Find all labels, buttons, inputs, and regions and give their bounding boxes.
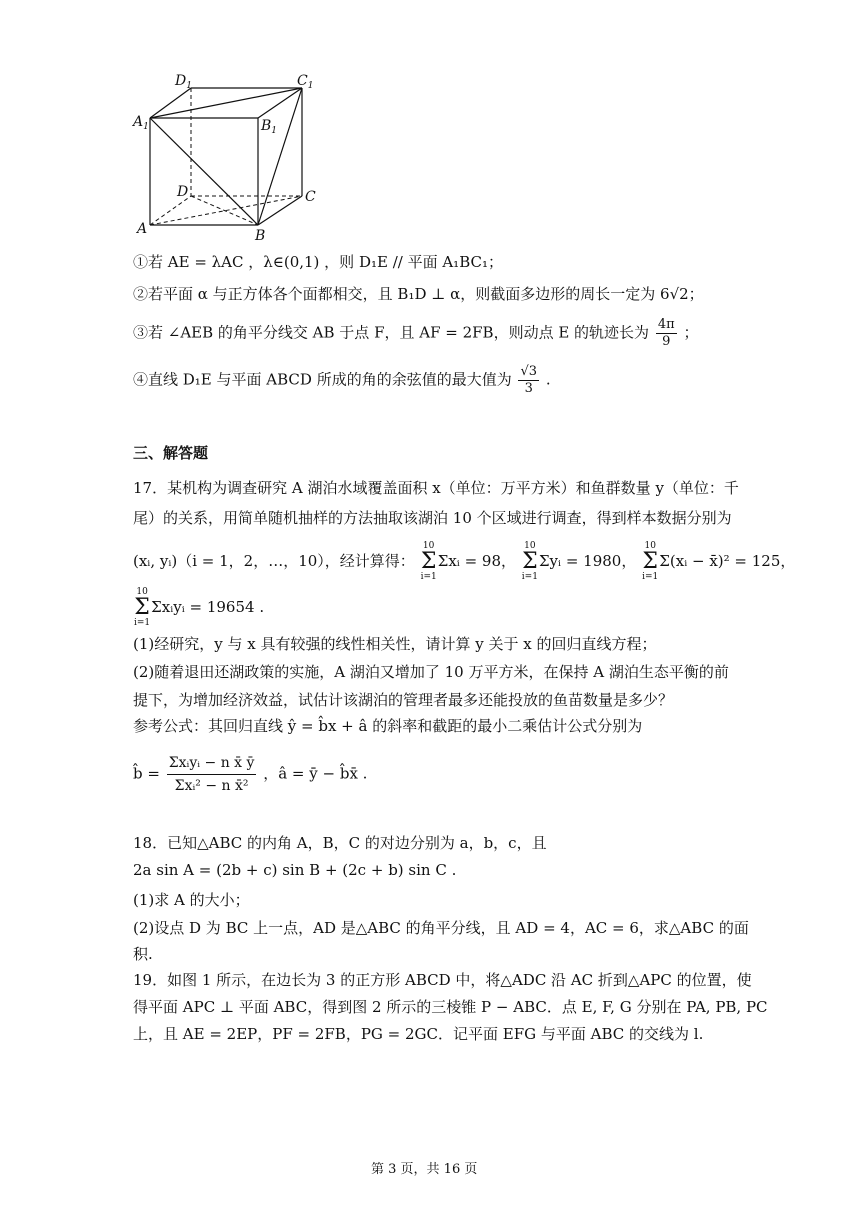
option-4: ④直线 D₁E 与平面 ABCD 所成的角的余弦值的最大值为 $\frac{√3}{3}$ . [133,364,551,396]
q17-formula: b̂ = $\frac{\text{Σxᵢyᵢ − n x̄ ȳ}}{\text{Σxᵢ² − n x̄²}}$ ，â = ȳ − b̂x̄ . [133,752,367,797]
q18-line-2: 2a sin A = (2b + c) sin B + (2c + b) sin C . [133,861,457,879]
option-2: ②若平面 α 与正方体各个面都相交，且 B₁D ⊥ α，则截面多边形的周长一定为 6√2； [133,285,704,303]
label-c: C [305,189,316,205]
sum-symbol: 10 Σ i=1 [134,587,151,628]
q19-line-3: 上，且 AE = 2EP，PF = 2FB，PG = 2GC．记平面 EFG 与平面 ABC 的交线为 l. [133,1025,704,1043]
q17-line-2: 尾）的关系，用简单随机抽样的方法抽取该湖泊 10 个区域进行调查，得到样本数据分别为 [133,509,732,527]
formula-fraction: $\frac{\text{Σxᵢyᵢ − n x̄ ȳ}}{\text{Σxᵢ² − n x̄²}}$ [167,752,257,797]
q17-part-1: (1)经研究，y 与 x 具有较强的线性相关性，请计算 y 关于 x 的回归直线方程； [133,635,657,653]
q19-line-2: 得平面 APC ⊥ 平面 ABC，得到图 2 所示的三棱锥 P − ABC．点 E, F, G 分别在 PA, PB, PC [133,998,768,1016]
q17-part-2a: (2)随着退田还湖政策的实施，A 湖泊又增加了 10 万平方米，在保持 A 湖泊生态平衡的前 [133,663,729,681]
sum-symbol: 10 Σ i=1 [521,541,538,582]
label-b1: $B_1$ [261,118,278,136]
sum-symbol: 10 Σ i=1 [642,541,659,582]
option-3: ③若 ∠AEB 的角平分线交 AB 于点 F，且 AF = 2FB，则动点 E 的轨迹长为 $\frac{4\pi}{9}$ ； [133,317,699,349]
option-1: ①若 AE = λAC ，λ∈(0,1) ，则 D₁E // 平面 A₁BC₁； [133,253,503,271]
option-4-text: ④直线 D₁E 与平面 ABCD 所成的角的余弦值的最大值为 [133,370,512,389]
cube-figure [125,70,325,245]
section-heading: 三、解答题 [133,444,209,462]
q18-part-1: (1)求 A 的大小； [133,891,250,909]
q17-part-2b: 提下，为增加经济效益，试估计该湖泊的管理者最多还能投放的鱼苗数量是多少？ [133,691,674,709]
q18-part-2b: 积. [133,945,153,963]
page-footer: 第 3 页，共 16 页 [371,1162,478,1177]
q17-reference: 参考公式：其回归直线 ŷ = b̂x + â 的斜率和截距的最小二乘估计公式分别为 [133,717,643,735]
sum-symbol: 10 Σ i=1 [420,541,437,582]
label-c1: $C_1$ [297,73,314,91]
label-d1: $D_1$ [175,73,192,91]
option-3-text: ③若 ∠AEB 的角平分线交 AB 于点 F，且 AF = 2FB，则动点 E 的轨迹长为 [133,323,650,342]
label-a1: $A_1$ [133,114,149,132]
label-b: B [255,228,266,244]
q17-line-1: 17．某机构为调查研究 A 湖泊水域覆盖面积 x（单位：万平方米）和鱼群数量 y（单位：千 [133,479,739,497]
q17-line-4: 10 Σ i=1 Σxᵢyᵢ = 19654 . [134,587,265,628]
option-4-fraction: $\frac{√3}{3}$ [520,364,538,396]
label-a: A [137,221,148,237]
q18-part-2a: (2)设点 D 为 BC 上一点，AD 是△ABC 的角平分线，且 AD = 4，AC = 6，求△ABC 的面 [133,919,749,937]
label-d: D [177,184,189,200]
q17-line-3: (xᵢ, yᵢ)（i = 1，2，…，10），经计算得： 10 Σ i=1 Σxᵢ = 98， 10 Σ i=1 Σyᵢ = 1980， 10 Σ i=1 Σ(xᵢ − x̄)² = 125， [133,541,796,582]
q18-line-1: 18．已知△ABC 的内角 A，B，C 的对边分别为 a，b，c，且 [133,834,547,852]
option-3-fraction: $\frac{4\pi}{9}$ [657,317,675,349]
q19-line-1: 19．如图 1 所示，在边长为 3 的正方形 ABCD 中，将△ADC 沿 AC 折到△APC 的位置，使 [133,971,752,989]
